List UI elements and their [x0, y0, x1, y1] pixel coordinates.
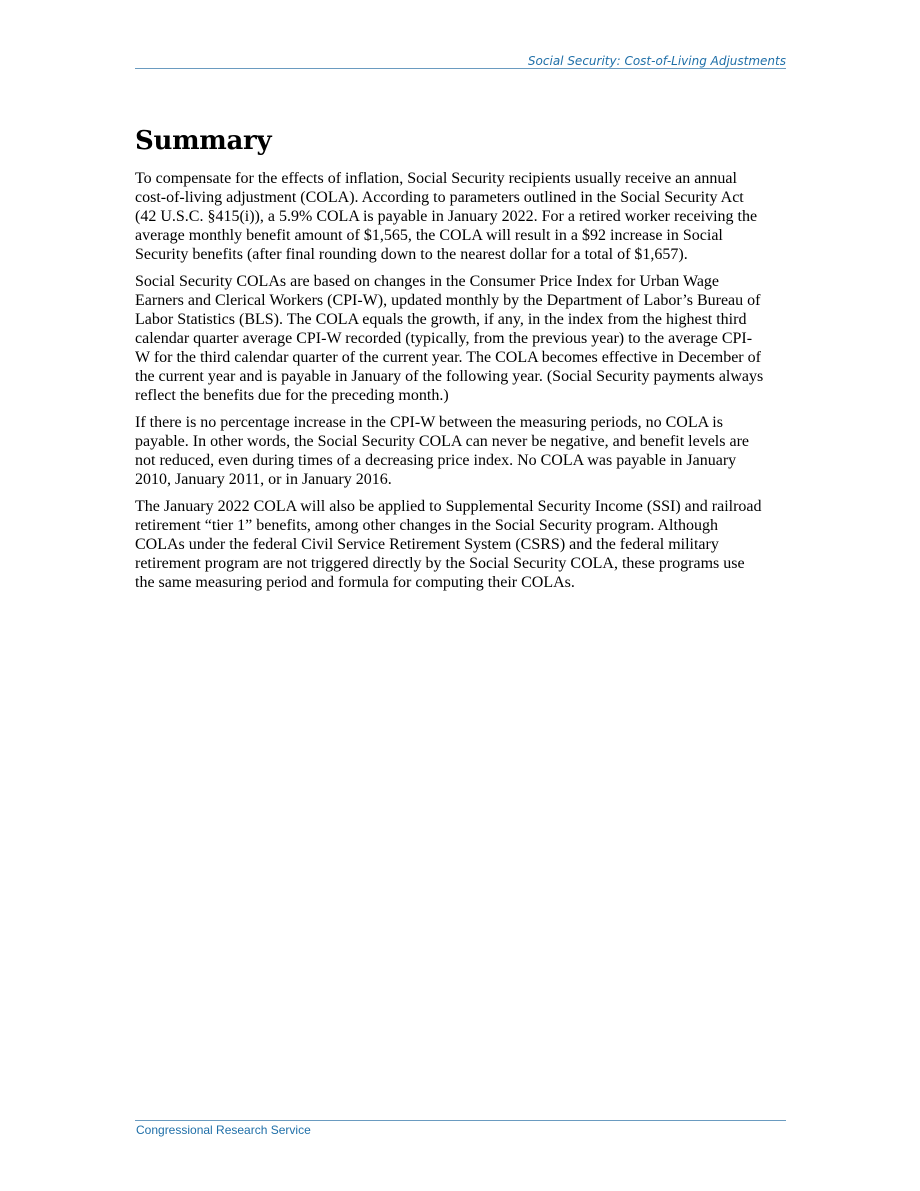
footer-divider	[135, 1120, 786, 1121]
paragraph-3	[135, 413, 786, 489]
paragraph-line: retirement program are not triggered directly by the Social Security COLA, these programs use	[135, 555, 745, 572]
paragraph-line: If there is no percentage increase in the CPI-W between the measuring periods, no COLA is	[135, 414, 723, 431]
paragraph-2	[135, 272, 786, 405]
paragraph-line: W for the third calendar quarter of the current year. The COLA becomes effective in December of	[135, 349, 761, 366]
footer-publisher: Congressional Research Service	[136, 1123, 311, 1137]
paragraph-line: cost-of-living adjustment (COLA). According to parameters outlined in the Social Security Act	[135, 189, 744, 206]
paragraph-line: calendar quarter average CPI-W recorded (typically, from the previous year) to the average CPI-	[135, 330, 753, 347]
paragraph-line: Earners and Clerical Workers (CPI-W), updated monthly by the Department of Labor’s Bureau of	[135, 292, 761, 309]
paragraph-line: not reduced, even during times of a decreasing price index. No COLA was payable in January	[135, 452, 737, 469]
running-header-title: Social Security: Cost-of-Living Adjustments	[527, 54, 786, 68]
section-heading: Summary	[135, 126, 272, 156]
summary-body	[135, 169, 786, 600]
header-divider	[135, 68, 786, 69]
paragraph-1	[135, 169, 786, 264]
paragraph-line: Social Security COLAs are based on changes in the Consumer Price Index for Urban Wage	[135, 273, 720, 290]
paragraph-line: The January 2022 COLA will also be applied to Supplemental Security Income (SSI) and railroad	[135, 498, 762, 515]
paragraph-line: payable. In other words, the Social Security COLA can never be negative, and benefit levels are	[135, 433, 749, 450]
paragraph-4	[135, 497, 786, 592]
paragraph-line: COLAs under the federal Civil Service Retirement System (CSRS) and the federal military	[135, 536, 719, 553]
paragraph-line: average monthly benefit amount of $1,565, the COLA will result in a $92 increase in Social	[135, 227, 723, 244]
paragraph-line: To compensate for the effects of inflation, Social Security recipients usually receive an annual	[135, 170, 737, 187]
paragraph-line: the current year and is payable in January of the following year. (Social Security payments always	[135, 368, 764, 385]
paragraph-line: (42 U.S.C. §415(i)), a 5.9% COLA is payable in January 2022. For a retired worker receiving the	[135, 208, 758, 225]
paragraph-line: the same measuring period and formula for computing their COLAs.	[135, 574, 575, 591]
paragraph-line: retirement “tier 1” benefits, among other changes in the Social Security program. Although	[135, 517, 718, 534]
paragraph-line: Labor Statistics (BLS). The COLA equals the growth, if any, in the index from the highest third	[135, 311, 747, 328]
paragraph-line: reflect the benefits due for the preceding month.)	[135, 387, 449, 404]
paragraph-line: 2010, January 2011, or in January 2016.	[135, 471, 392, 488]
paragraph-line: Security benefits (after final rounding down to the nearest dollar for a total of $1,657).	[135, 246, 688, 263]
